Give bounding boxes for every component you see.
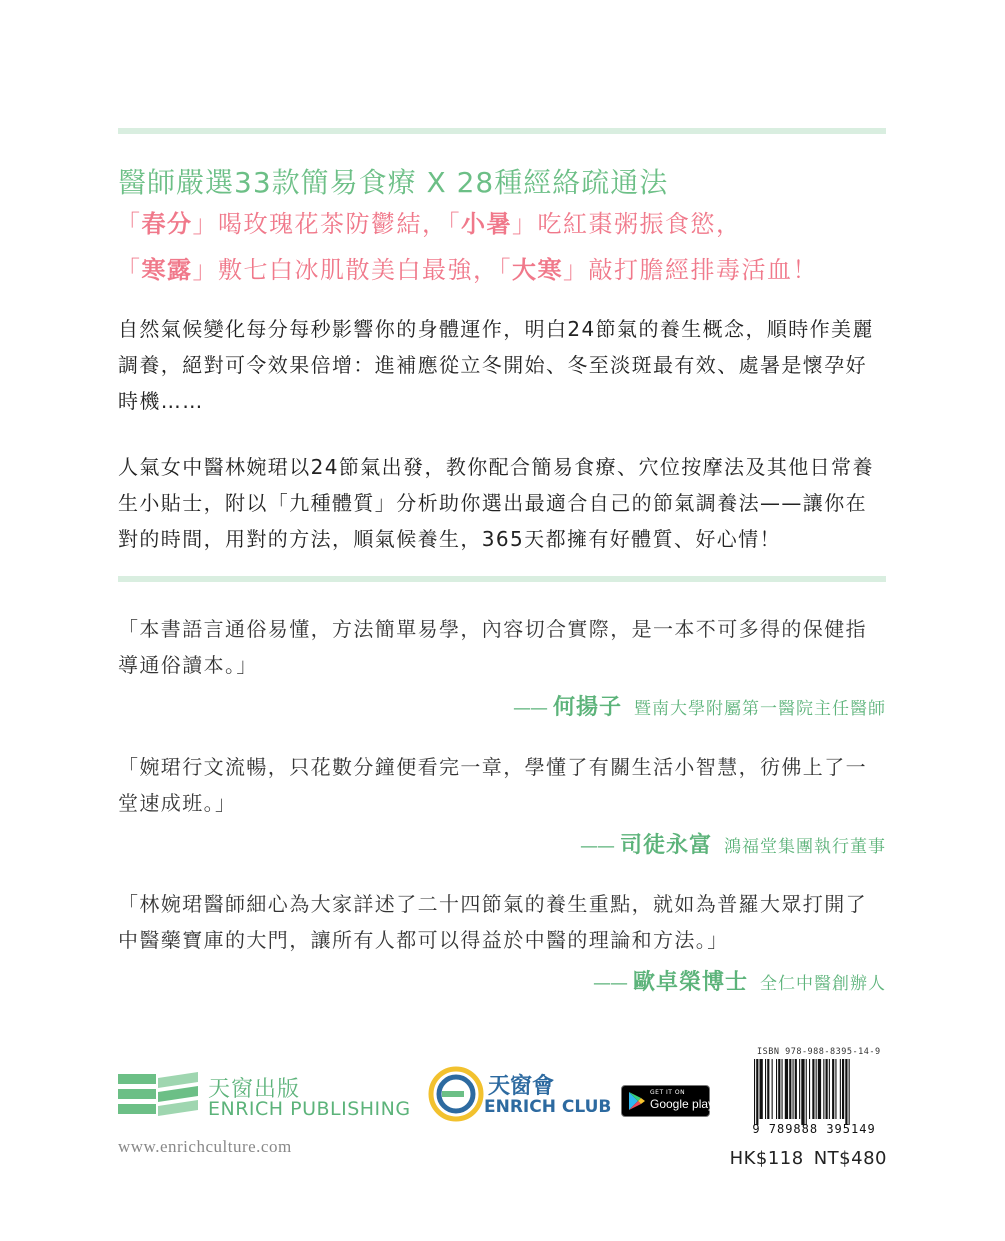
headline: 醫師嚴選33款簡易食療 X 28種經絡疏通法 [118, 166, 669, 199]
publisher-name-cn: 天窗出版 [208, 1077, 301, 1102]
pink-line-1: 「春分」喝玫瑰花茶防鬱結，「小暑」吃紅棗粥振食慾， [116, 210, 742, 238]
google-play-small-text: GET IT ON [650, 1089, 686, 1096]
quote-1-attribution: —— 何揚子 暨南大學附屬第一醫院主任醫師 [512, 695, 886, 720]
price-hk: HK$118 [729, 1148, 804, 1169]
pink-line-2: 「寒露」敷七白冰肌散美白最強，「大寒」敲打膽經排毒活血！ [116, 256, 818, 284]
top-rule [118, 128, 886, 134]
google-play-icon [628, 1091, 646, 1111]
enrich-club-logo-icon [428, 1066, 484, 1122]
quote-1-name: 何揚子 [552, 695, 622, 720]
quote-2-text: 「婉珺行文流暢，只花數分鐘便看完一章，學懂了有關生活小智慧，彷佛上了一堂速成班。」 [118, 755, 867, 815]
price-nt: NT$480 [813, 1148, 887, 1169]
price [730, 1148, 887, 1169]
barcode-icon [744, 1057, 886, 1135]
enrich-publishing-logo-icon [118, 1072, 200, 1116]
term-hanlu: 寒露 [141, 256, 193, 284]
quote-2-name: 司徒永富 [619, 833, 712, 858]
quote-3-name: 歐卓榮博士 [632, 970, 748, 995]
club-name-en: ENRICH CLUB [484, 1097, 612, 1117]
quote-3-role: 全仁中醫創辦人 [760, 974, 886, 994]
publisher-name-en: ENRICH PUBLISHING [208, 1098, 411, 1120]
google-play-badge[interactable] [621, 1085, 715, 1117]
barcode-digits: 9 789888 395149 [752, 1122, 876, 1135]
isbn-text: ISBN 978-988-8395-14-9 [757, 1047, 881, 1057]
club-name-cn: 天窗會 [488, 1074, 555, 1099]
author-paragraph: 人氣女中醫林婉珺以24節氣出發，教你配合簡易食療、穴位按摩法及其他日常養生小貼士，附以「九種體質」分析助你選出最適合自己的節氣調養法——讓你在對的時間，用對的方法，順氣候養生，365天都擁有好體質、好心情！ [118, 455, 874, 551]
middle-rule [118, 576, 886, 582]
quote-2-attribution: —— 司徒永富 鴻福堂集團執行董事 [579, 833, 886, 858]
quote-3-attribution: —— 歐卓榮博士 全仁中醫創辦人 [592, 970, 886, 995]
term-xiaoshu: 小暑 [461, 210, 512, 238]
google-play-big-text: Google play [650, 1097, 715, 1111]
intro-paragraph: 自然氣候變化每分每秒影響你的身體運作，明白24節氣的養生概念，順時作美麗調養，絕對可令效果倍增：進補應從立冬開始、冬至淡斑最有效、處暑是懷孕好時機…… [118, 317, 874, 413]
website-url[interactable]: www.enrichculture.com [118, 1137, 292, 1156]
quote-3-text: 「林婉珺醫師細心為大家詳述了二十四節氣的養生重點，就如為普羅大眾打開了中醫藥寶庫的大門，讓所有人都可以得益於中醫的理論和方法。」 [118, 892, 867, 952]
term-chunfen: 春分 [141, 210, 193, 238]
quote-2-role: 鴻福堂集團執行董事 [724, 837, 886, 857]
quote-1-text: 「本書語言通俗易懂，方法簡單易學，內容切合實際，是一本不可多得的保健指導通俗讀本。」 [118, 617, 867, 677]
term-dahan: 大寒 [512, 256, 563, 284]
quote-1-role: 暨南大學附屬第一醫院主任醫師 [634, 699, 886, 719]
